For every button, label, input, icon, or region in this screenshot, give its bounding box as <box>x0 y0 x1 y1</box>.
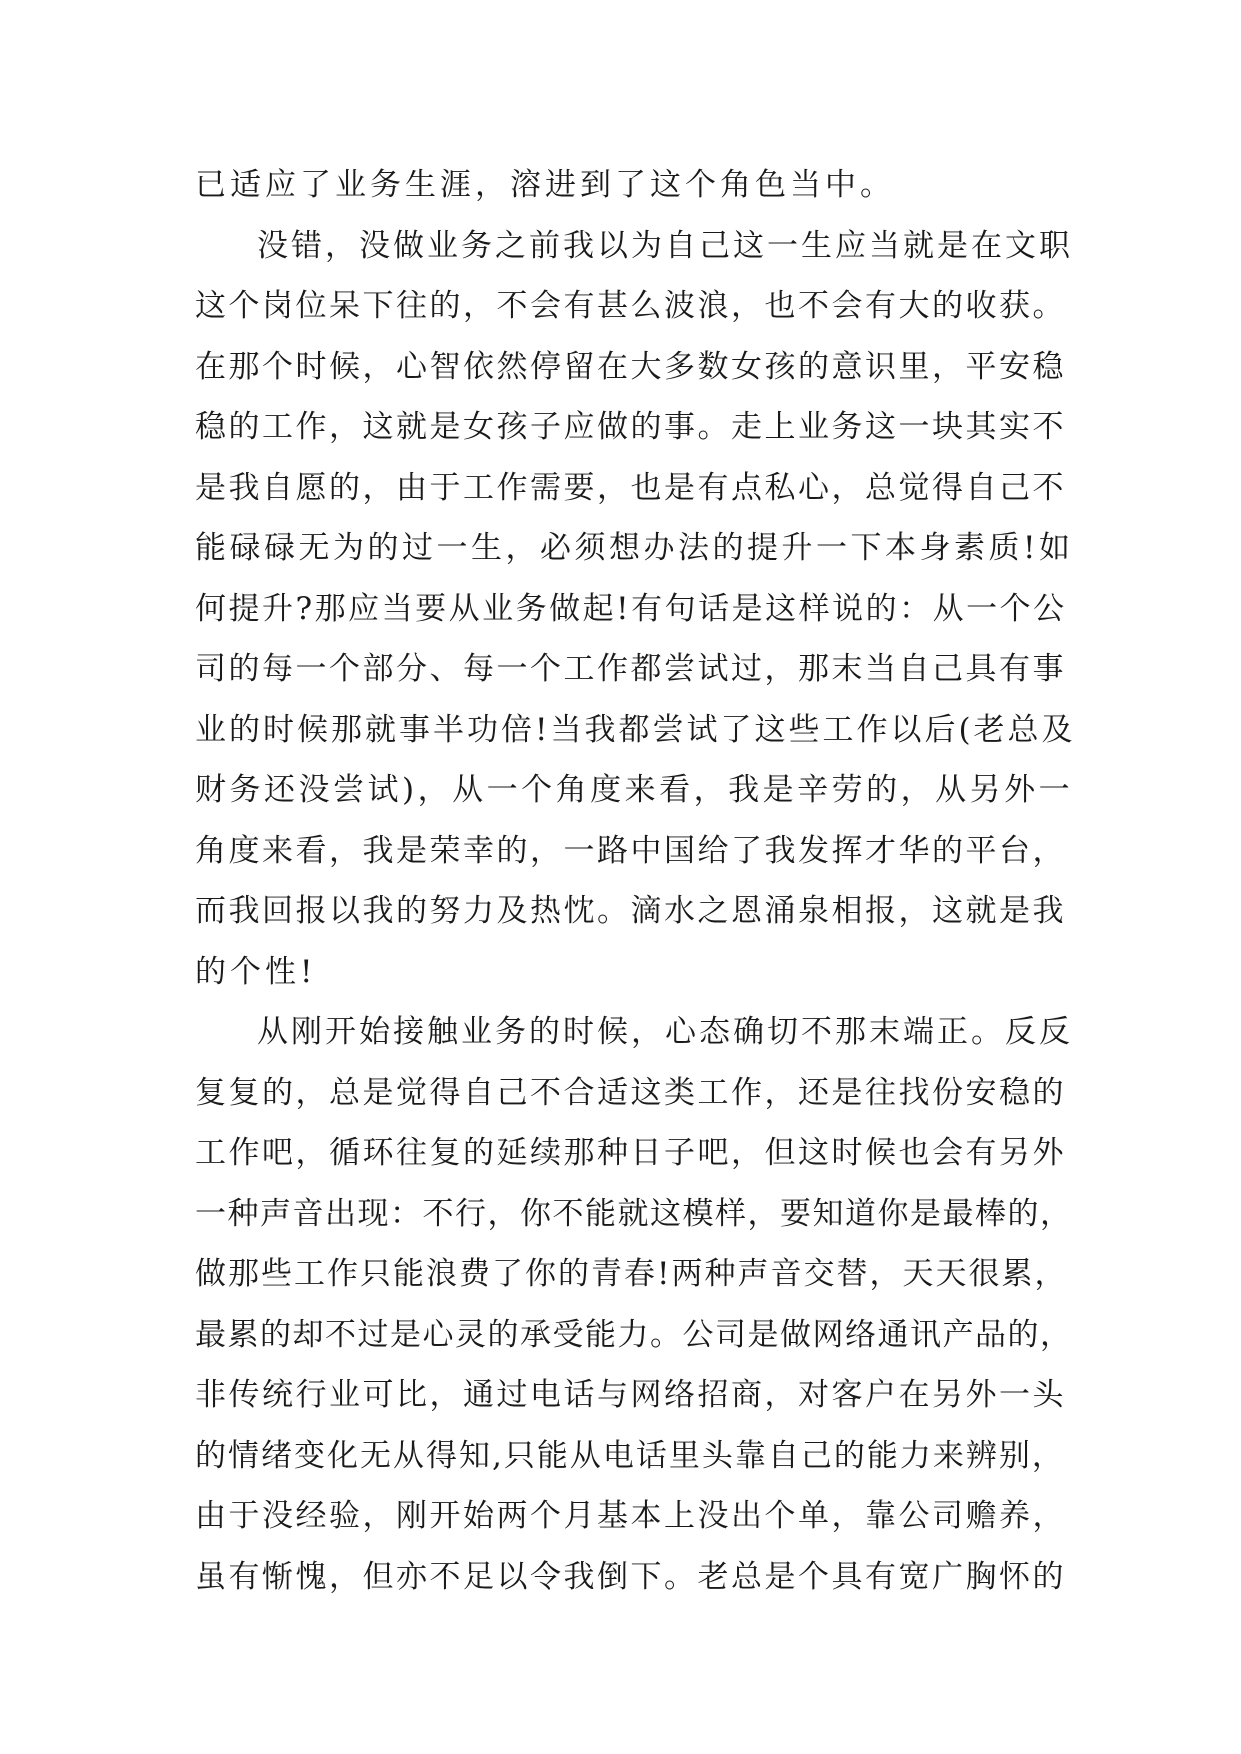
text-line: 虽有惭愧，但亦不足以令我倒下。老总是个具有宽广胸怀的 <box>195 1558 1066 1595</box>
text-line: 已适应了业务生涯，溶进到了这个角色当中。 <box>195 167 895 203</box>
text-line: 稳的工作，这就是女孩子应做的事。走上业务这一块其实不 <box>195 409 1066 445</box>
text-line: 复复的，总是觉得自己不合适这类工作，还是往找份安稳的 <box>195 1074 1066 1111</box>
text-line: 的个性! <box>195 953 317 990</box>
text-line: 的情绪变化无从得知,只能从电话里头靠自己的能力来辨别， <box>195 1437 1065 1474</box>
text-line: 工作吧，循环往复的延续那种日子吧，但这时候也会有另外 <box>195 1135 1066 1171</box>
text-line: 司的每一个部分、每一个工作都尝试过，那末当自己具有事 <box>195 651 1066 687</box>
text-line: 财务还没尝试)，从一个角度来看，我是辛劳的，从另外一 <box>195 772 1074 808</box>
text-line: 是我自愿的，由于工作需要，也是有点私心，总觉得自己不 <box>195 469 1066 506</box>
text-line: 业的时候那就事半功倍!当我都尝试了这些工作以后(老总及 <box>195 711 1076 748</box>
text-line: 非传统行业可比，通过电话与网络招商，对客户在另外一头 <box>195 1377 1066 1413</box>
text-line: 在那个时候，心智依然停留在大多数女孩的意识里，平安稳 <box>195 348 1066 385</box>
text-line: 而我回报以我的努力及热忱。滴水之恩涌泉相报，这就是我 <box>195 893 1066 929</box>
paragraph-start-line: 没错，没做业务之前我以为自己这一生应当就是在文职 <box>257 227 1073 264</box>
text-line: 何提升?那应当要从业务做起!有句话是这样说的：从一个公 <box>195 590 1067 627</box>
text-line: 做那些工作只能浪费了你的青春!两种声音交替，天天很累， <box>195 1256 1068 1292</box>
text-line: 这个岗位呆下往的，不会有甚么波浪，也不会有大的收获。 <box>195 288 1066 324</box>
text-line: 一种声音出现：不行，你不能就这模样，要知道你是最棒的， <box>195 1195 1073 1232</box>
text-line: 角度来看，我是荣幸的，一路中国给了我发挥才华的平台， <box>195 832 1066 869</box>
text-line: 最累的却不过是心灵的承受能力。公司是做网络通讯产品的， <box>195 1316 1073 1353</box>
text-line: 由于没经验，刚开始两个月基本上没出个单，靠公司赡养， <box>195 1498 1066 1534</box>
text-line: 能碌碌无为的过一生，必须想办法的提升一下本身素质!如 <box>195 530 1074 566</box>
paragraph-start-line: 从刚开始接触业务的时候，心态确切不那末端正。反反 <box>257 1014 1073 1050</box>
body-text <box>195 155 1075 1607</box>
